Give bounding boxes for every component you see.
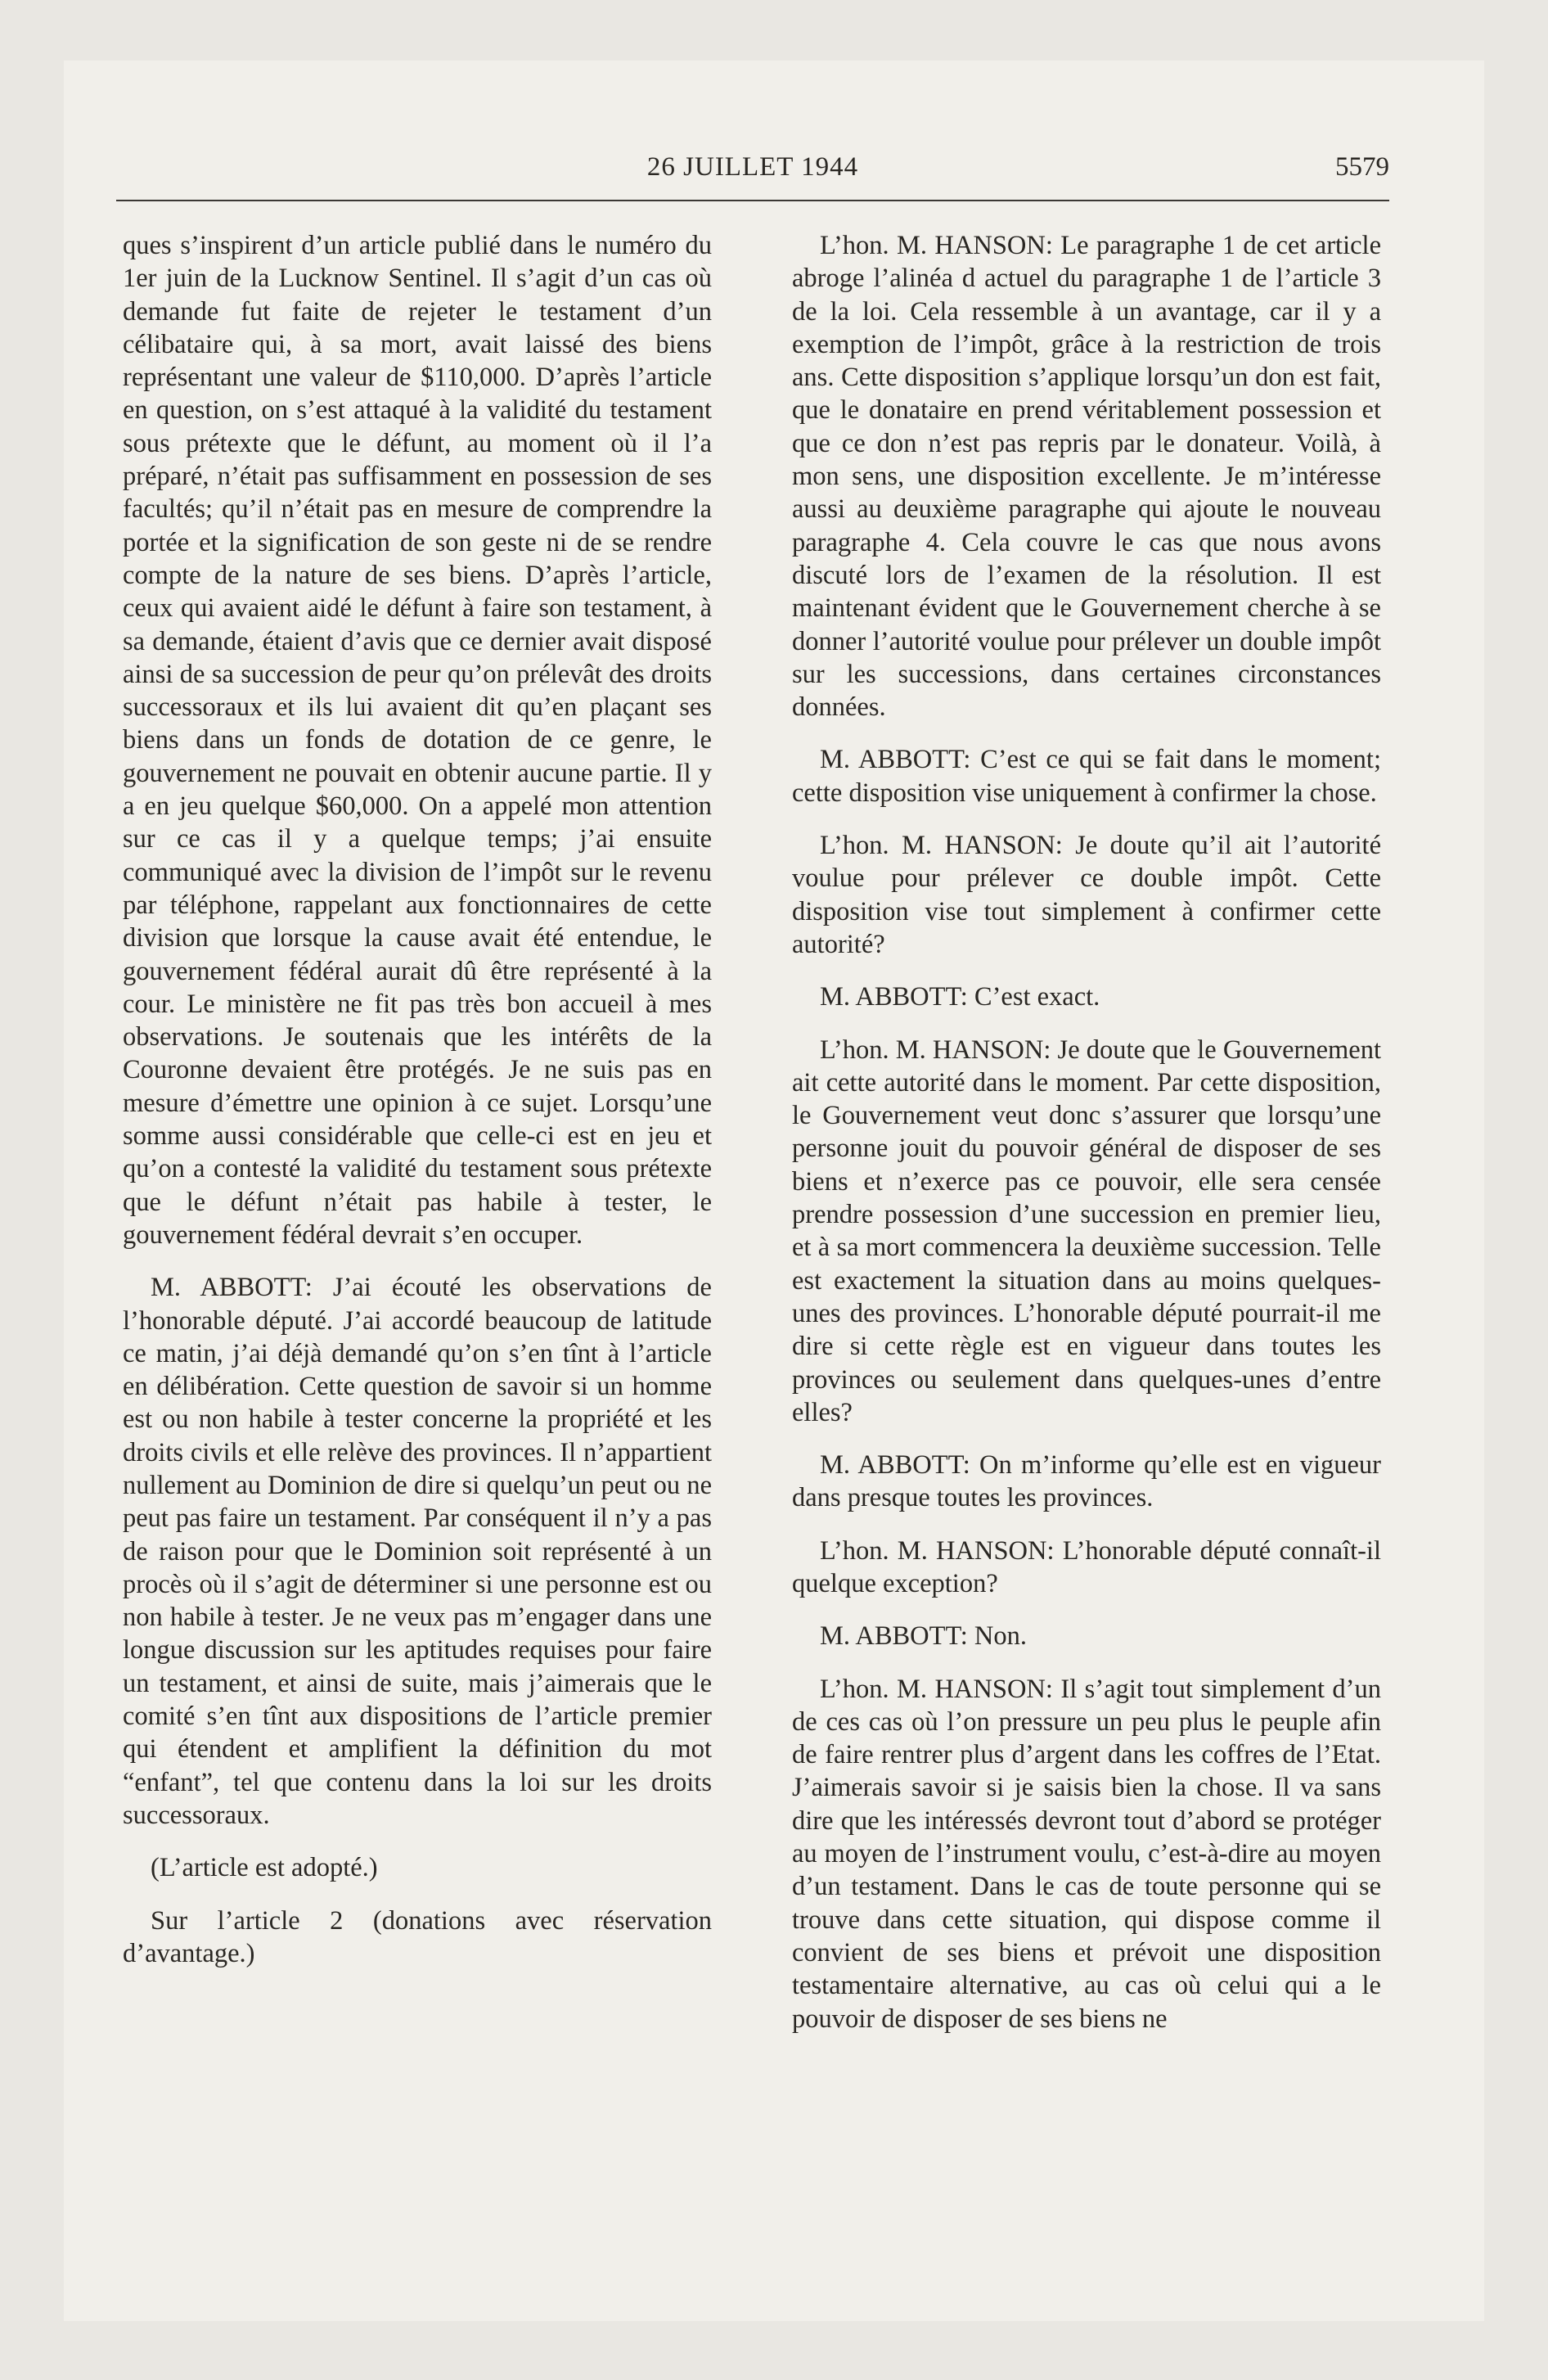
left-column [123, 229, 712, 1990]
paragraph: M. ABBOTT: C’est exact. [820, 982, 1100, 1012]
paragraph: L’hon. M. HANSON: L’honorable député connaît-il quelque exception? [792, 1535, 1381, 1598]
paragraph: M. ABBOTT: On m’informe qu’elle est en vigueur dans presque toutes les provinces. [792, 1450, 1381, 1513]
paragraph: M. ABBOTT: C’est ce qui se fait dans le moment; cette disposition vise uniquement à confirmer la chose. [792, 745, 1381, 808]
paragraph: Sur l’article 2 (donations avec réservation d’avantage.) [123, 1905, 712, 1968]
paragraph: M. ABBOTT: Non. [820, 1621, 1027, 1652]
paragraph: L’hon. M. HANSON: Le paragraphe 1 de cet article abroge l’alinéa d actuel du paragraphe 1 de l’article 3 de la loi. Cela ressemble à un avantage, car il y a exemption de l’impôt, grâce à la restriction de trois ans. Cette disposition s’applique lorsqu’un don est fait, que le donataire en prend véritablement possession et que ce don n’est pas repris par le donateur. Voilà, à mon sens, une disposition excellente. Je m’intéresse aussi au deuxième paragraphe qui ajoute le nouveau paragraphe 4. Cela couvre le cas que nous avons discuté lors de l’examen de la résolution. Il est maintenant évident que le Gouvernement cherche à se donner l’autorité voulue pour prélever un double impôt sur les successions, dans certaines circonstances données. [792, 231, 1381, 723]
header-rule [116, 200, 1389, 201]
page-number: 5579 [1335, 152, 1389, 182]
right-column [792, 229, 1381, 2055]
paragraph: L’hon. M. HANSON: Il s’agit tout simplement d’un de ces cas où l’on pressure un peu plus le peuple afin de faire rentrer plus d’argent dans les coffres de l’Etat. J’aimerais savoir si je saisis bien la chose. Il va sans dire que les intéressés devront tout d’abord se protéger au moyen de l’instrument voulu, c’est-à-dire au moyen d’un testament. Dans le cas de toute personne qui se trouve dans cette situation, qui dispose comme il convient de ses biens et prévoit une disposition testamentaire alternative, au cas où celui qui a le pouvoir de disposer de ses biens ne [792, 1674, 1381, 2034]
header-date: 26 JUILLET 1944 [646, 152, 859, 182]
paragraph: M. ABBOTT: J’ai écouté les observations de l’honorable député. J’ai accordé beaucoup de latitude ce matin, j’ai déjà demandé qu’on s’en tînt à l’article en délibération. Cette question de savoir si un homme est ou non habile à tester concerne la propriété et les droits civils et elle relève des provinces. Il n’appartient nullement au Dominion de dire si quelqu’un peut ou ne peut pas faire un testament. Par conséquent il n’y a pas de raison pour que le Dominion soit représenté à un procès où il s’agit de déterminer si une personne est ou non habile à tester. Je ne veux pas m’engager dans une longue discussion sur les aptitudes requises pour faire un testament, et ainsi de suite, mais j’aimerais que le comité s’en tînt aux dispositions de l’article premier qui étendent et amplifient la définition du mot “enfant”, tel que contenu dans la loi sur les droits successoraux. [123, 1273, 712, 1830]
paragraph: ques s’inspirent d’un article publié dans le numéro du 1er juin de la Lucknow Sentinel. Il s’agit d’un cas où demande fut faite de rejeter le testament d’un célibataire qui, à sa mort, avait laissé des biens représentant une valeur de $110,000. D’après l’article en question, on s’est attaqué à la validité du testament sous prétexte que le défunt, au moment où il l’a préparé, n’était pas suffisamment en possession de ses facultés; qu’il n’était pas en mesure de comprendre la portée et la signification de son geste ni de se rendre compte de la nature de ses biens. D’après l’article, ceux qui avaient aidé le défunt à faire son testament, à sa demande, étaient d’avis que ce dernier avait disposé ainsi de sa succession de peur qu’on prélevât des droits successoraux et ils lui avaient dit qu’en plaçant ses biens dans un fonds de dotation de ce genre, le gouvernement ne pouvait en obtenir aucune partie. Il y a en jeu quelque $60,000. On a appelé mon attention sur ce cas il y a quelque temps; j’ai ensuite communiqué avec la division de l’impôt sur le revenu par téléphone, rappelant aux fonctionnaires de cette division que lorsque la cause avait été entendue, le gouvernement fédéral aurait dû être représenté à la cour. Le ministère ne fit pas très bon accueil à mes observations. Je soutenais que les intérêts de la Couronne devaient être protégés. Je ne suis pas en mesure d’émettre une opinion à ce sujet. Lorsqu’une somme aussi considérable que celle-ci est en jeu et qu’on a contesté la validité du testament sous prétexte que le défunt n’était pas habile à tester, le gouvernement fédéral devrait s’en occuper. [123, 231, 712, 1250]
paragraph: L’hon. M. HANSON: Je doute qu’il ait l’autorité voulue pour prélever ce double impôt. Cette disposition vise tout simplement à confirmer cette autorité? [792, 831, 1381, 959]
paragraph: L’hon. M. HANSON: Je doute que le Gouvernement ait cette autorité dans le moment. Par cette disposition, le Gouvernement veut donc s’assurer que lorsqu’une personne jouit du pouvoir général de disposer de ses biens et n’exerce pas ce pouvoir, elle sera censée prendre possession d’une succession en premier lieu, et à sa mort commencera la deuxième succession. Telle est exactement la situation dans au moins quelques-unes des provinces. L’honorable député pourrait-il me dire si cette règle est en vigueur dans toutes les provinces ou seulement dans quelques-unes d’entre elles? [792, 1034, 1381, 1427]
paragraph: (L’article est adopté.) [151, 1853, 378, 1883]
page-header [116, 152, 1389, 193]
